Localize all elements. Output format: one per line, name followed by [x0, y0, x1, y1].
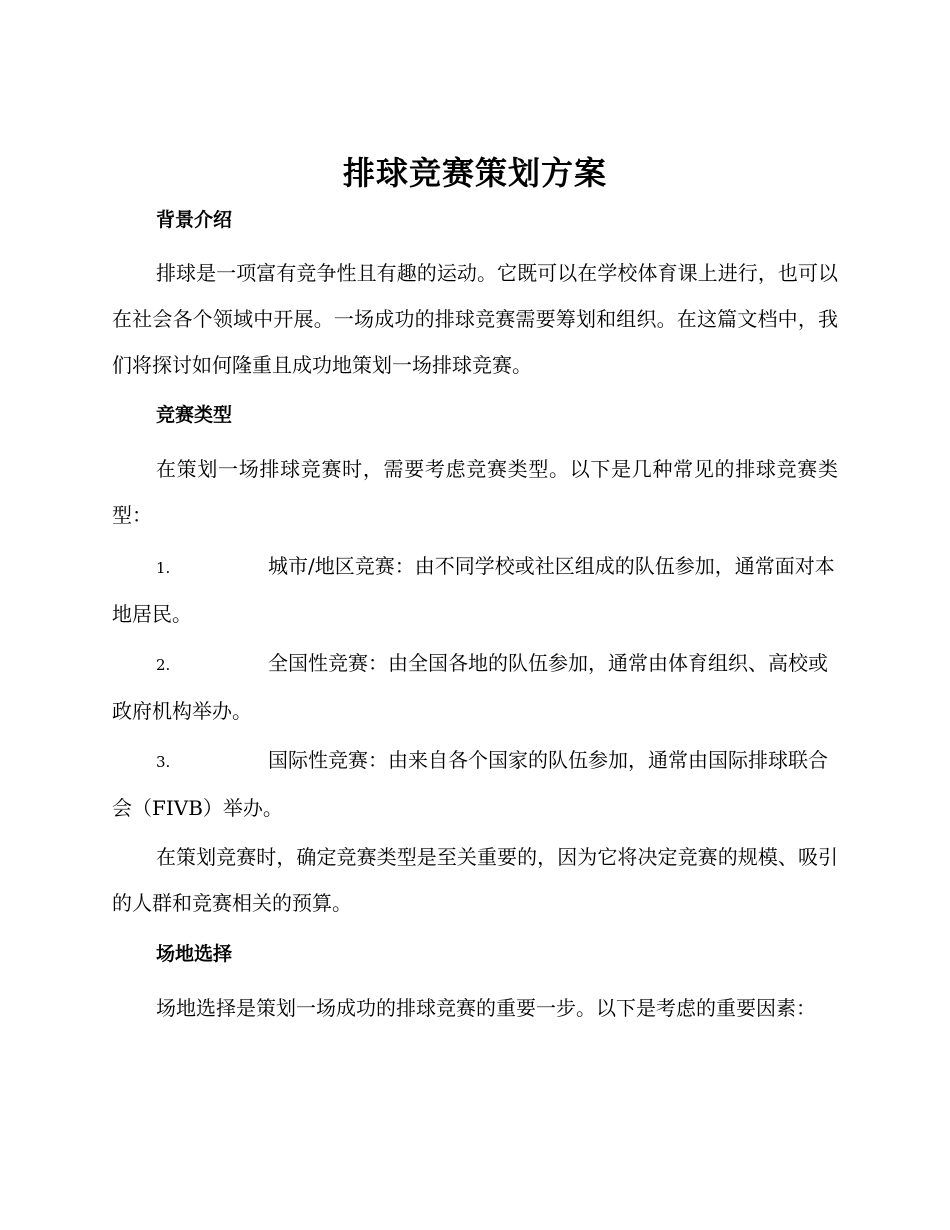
list-item-text: 全国性竞赛：由全国各地的队伍参加，通常由体育组织、高校或政府机构举办。 [112, 651, 828, 723]
section-heading-venue-selection: 场地选择 [156, 943, 233, 965]
list-item-number: 2. [156, 656, 171, 674]
list-item [112, 737, 838, 831]
list-item [112, 543, 838, 637]
list-item-text: 城市/地区竞赛：由不同学校或社区组成的队伍参加，通常面对本地居民。 [112, 554, 835, 626]
section-heading-competition-types: 竞赛类型 [156, 404, 233, 426]
background-paragraph: 排球是一项富有竞争性且有趣的运动。它既可以在学校体育课上进行，也可以在社会各个领域中开展。一场成功的排球竞赛需要筹划和组织。在这篇文档中，我们将探讨如何隆重且成功地策划一场排球竞赛。 [112, 261, 838, 377]
competition-types-intro: 在策划一场排球竞赛时，需要考虑竞赛类型。以下是几种常见的排球竞赛类型： [112, 457, 838, 527]
list-item-number: 1. [156, 559, 171, 577]
list-item-text: 国际性竞赛：由来自各个国家的队伍参加，通常由国际排球联合会（FIVB）举办。 [112, 748, 828, 820]
venue-selection-intro: 场地选择是策划一场成功的排球竞赛的重要一步。以下是考虑的重要因素： [156, 996, 816, 1020]
section-heading-background: 背景介绍 [156, 209, 233, 231]
list-item-number: 3. [156, 753, 171, 771]
list-item [112, 640, 838, 734]
competition-types-conclusion: 在策划竞赛时，确定竞赛类型是至关重要的，因为它将决定竞赛的规模、吸引的人群和竞赛相关的预算。 [112, 845, 838, 915]
document-title: 排球竞赛策划方案 [342, 154, 607, 192]
